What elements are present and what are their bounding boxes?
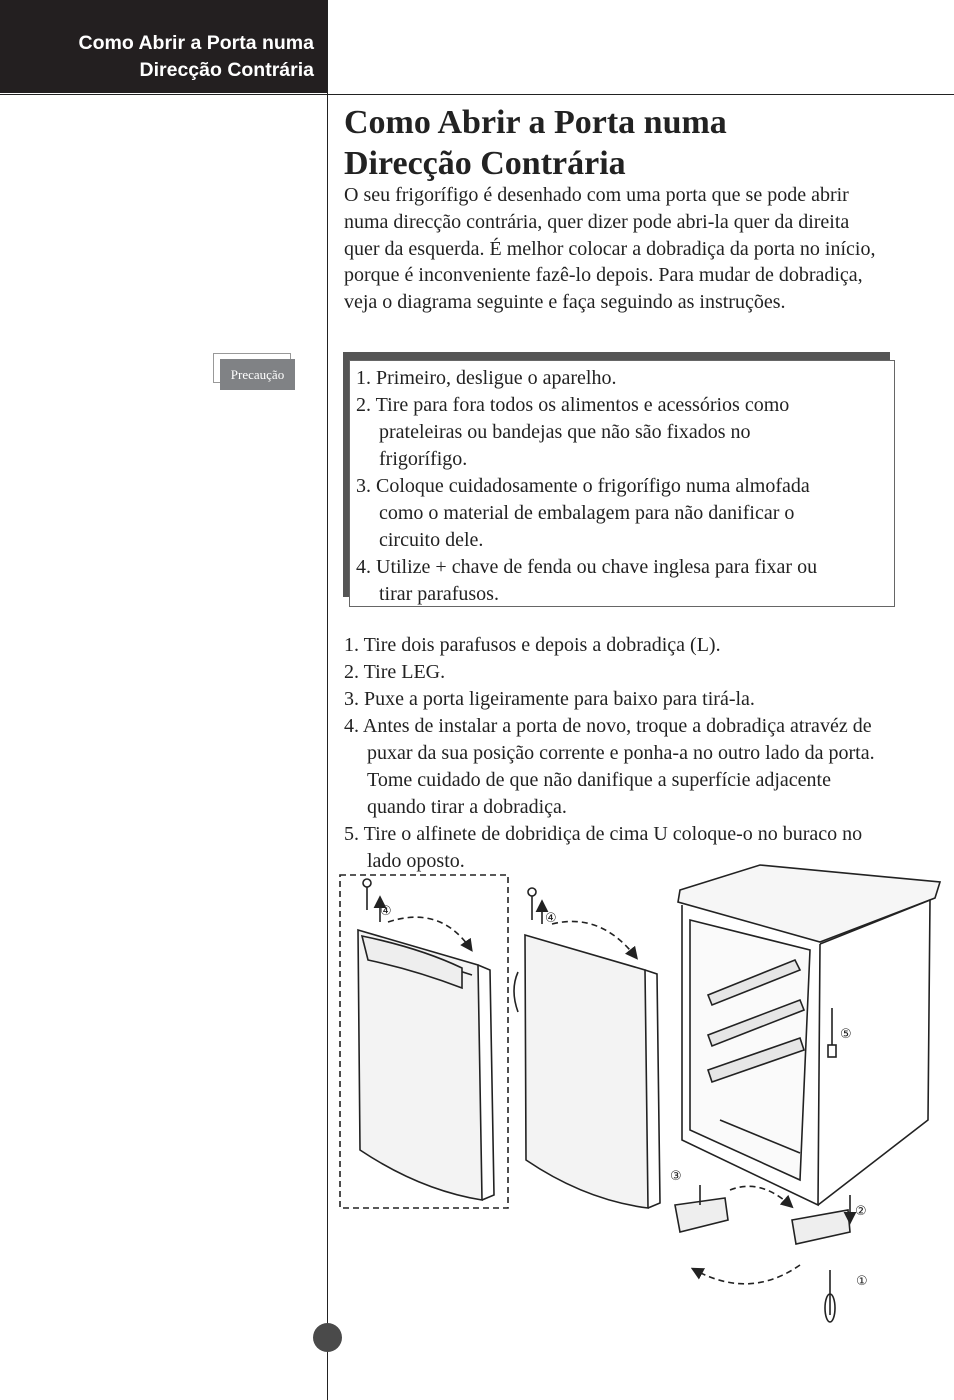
door-left-2 xyxy=(525,935,648,1208)
screw-icon xyxy=(528,888,536,896)
header-title-line1: Como Abrir a Porta numa xyxy=(78,32,314,54)
page-title-line1: Como Abrir a Porta numa xyxy=(344,104,727,141)
page-number-dot xyxy=(313,1323,342,1352)
intro-paragraph: O seu frigorífigo é desenhado com uma porta que se pode abrir numa direcção contrária, quer dizer pode abri-la quer da direita quer da esquerda. É melhor colocar a dobradiça da porta no início, porque é inconveniente fazê-lo depois. Para mudar de dobradiça, veja o diagrama seguinte e faça seguindo as instruções. xyxy=(344,184,876,314)
caution-label-text: Precaução xyxy=(220,359,295,390)
step-item: 4. Antes de instalar a porta de novo, troque a dobradiça atravéz de puxar da sua posição corrente e ponha-a no outro lado da porta. Tome cuidado de que não danifique a superfície adjacente quando tirar a dobradiça. xyxy=(344,715,875,818)
steps-list xyxy=(344,632,884,875)
page-title-line2: Direcção Contrária xyxy=(344,145,626,182)
header-title-line2: Direcção Contrária xyxy=(139,59,314,81)
marker-4a: ④ xyxy=(380,904,392,919)
caution-item: 1. Primeiro, desligue o aparelho. xyxy=(356,367,617,389)
step-item: 1. Tire dois parafusos e depois a dobradiça (L). xyxy=(344,634,721,656)
step-item: 5. Tire o alfinete de dobridiça de cima U coloque-o no buraco no lado oposto. xyxy=(344,823,863,872)
caution-label xyxy=(220,359,295,390)
caution-item: 2. Tire para fora todos os alimentos e acessórios como prateleiras ou bandejas que não são fixados no frigorífigo. xyxy=(356,394,790,470)
page-title xyxy=(344,102,727,184)
marker-3: ③ xyxy=(670,1169,682,1184)
screw-icon xyxy=(363,879,371,887)
header-box xyxy=(0,0,328,93)
marker-4b: ④ xyxy=(545,911,557,926)
caution-item: 4. Utilize + chave de fenda ou chave inglesa para fixar ou tirar parafusos. xyxy=(356,556,818,605)
hinge-pin-icon xyxy=(828,1045,836,1057)
marker-2: ② xyxy=(855,1204,867,1219)
step-item: 3. Puxe a porta ligeiramente para baixo para tirá-la. xyxy=(344,688,755,710)
marker-5: ⑤ xyxy=(840,1027,852,1042)
marker-1: ① xyxy=(856,1274,868,1289)
caution-item: 3. Coloque cuidadosamente o frigorífigo numa almofada como o material de embalagem para não danificar o circuito dele. xyxy=(356,475,810,551)
column-divider xyxy=(327,0,328,1400)
header-divider xyxy=(0,94,954,95)
step-item: 2. Tire LEG. xyxy=(344,661,446,683)
header-title xyxy=(79,30,314,84)
caution-list xyxy=(356,365,836,608)
door-reversal-diagram xyxy=(330,860,950,1330)
